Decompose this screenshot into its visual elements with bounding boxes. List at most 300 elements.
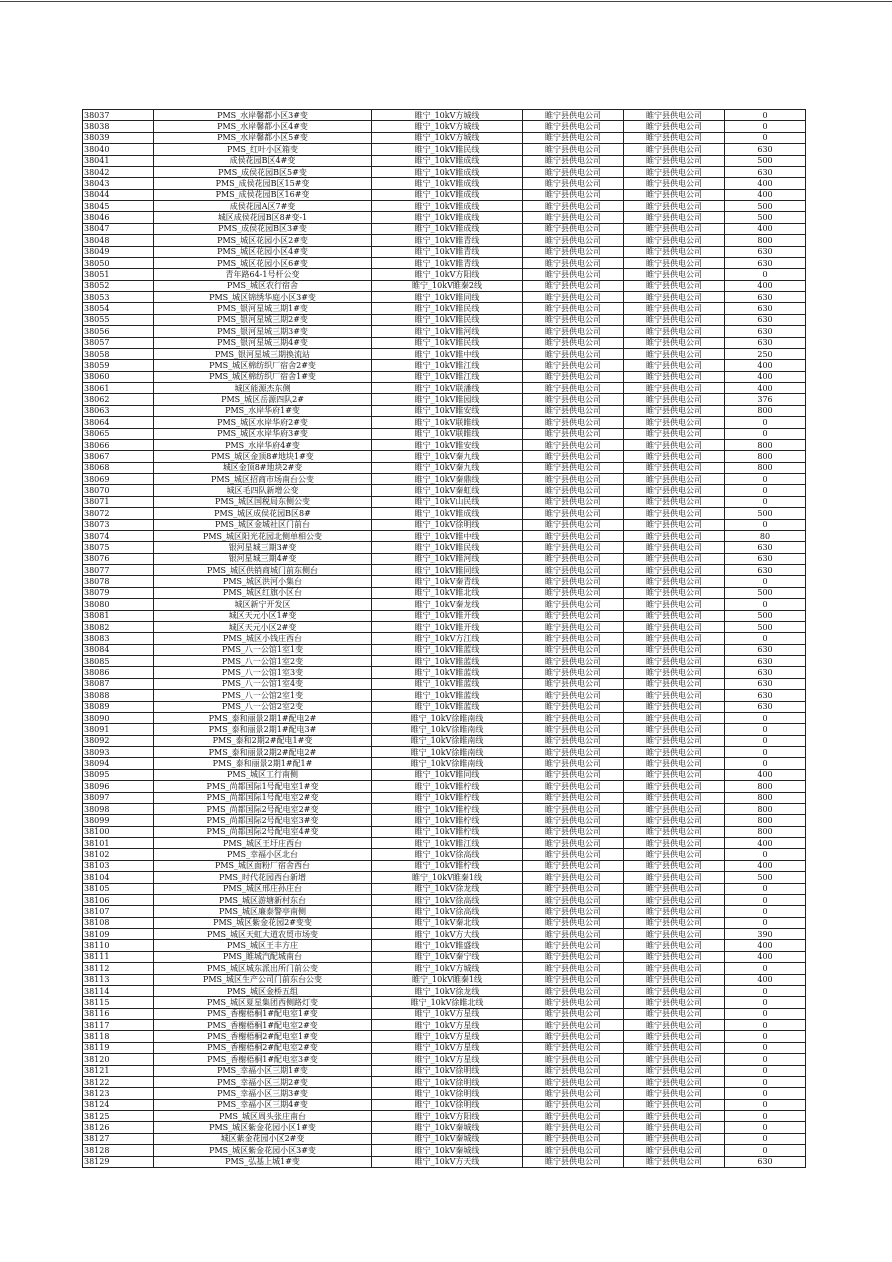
capacity-cell: 400 [725, 838, 806, 849]
table-row [83, 872, 806, 883]
capacity-cell: 800 [725, 439, 806, 450]
owner-company-cell: 睢宁县供电公司 [624, 690, 725, 701]
station-name-cell: PMS_城区洪河小集台 [154, 576, 372, 587]
feeder-line-cell: 睢宁_10kV秦鼎线 [372, 474, 523, 485]
row-id-cell: 38089 [83, 701, 154, 712]
row-id-cell: 38098 [83, 803, 154, 814]
capacity-cell: 630 [725, 314, 806, 325]
feeder-line-cell: 睢宁_10kV秦龙线 [372, 599, 523, 610]
capacity-cell: 400 [725, 280, 806, 291]
feeder-line-cell: 睢宁_10kV联睢线 [372, 428, 523, 439]
company-cell: 睢宁县供电公司 [523, 758, 624, 769]
owner-company-cell: 睢宁县供电公司 [624, 462, 725, 473]
company-cell: 睢宁县供电公司 [523, 132, 624, 143]
row-id-cell: 38105 [83, 883, 154, 894]
station-name-cell: PMS_幸福小区北台 [154, 849, 372, 860]
row-id-cell: 38124 [83, 1099, 154, 1110]
feeder-line-cell: 睢宁_10kV睢柠线 [372, 815, 523, 826]
owner-company-cell: 睢宁县供电公司 [624, 348, 725, 359]
feeder-line-cell: 睢宁_10kV睢成线 [372, 189, 523, 200]
table-row [83, 883, 806, 894]
station-name-cell: PMS_城区农行宿舍 [154, 280, 372, 291]
capacity-cell: 0 [725, 110, 806, 121]
feeder-line-cell: 睢宁_10kV睢成线 [372, 201, 523, 212]
table-body [83, 110, 806, 1168]
table-row [83, 565, 806, 576]
owner-company-cell: 睢宁县供电公司 [624, 189, 725, 200]
capacity-cell: 0 [725, 1133, 806, 1144]
station-name-cell: PMS_幸福小区三期2#变 [154, 1076, 372, 1087]
station-name-cell: PMS_尚都国际2号配电室2#变 [154, 803, 372, 814]
owner-company-cell: 睢宁县供电公司 [624, 246, 725, 257]
capacity-cell: 800 [725, 815, 806, 826]
company-cell: 睢宁县供电公司 [523, 849, 624, 860]
company-cell: 睢宁县供电公司 [523, 963, 624, 974]
row-id-cell: 38083 [83, 633, 154, 644]
feeder-line-cell: 睢宁_10kV秦城线 [372, 1133, 523, 1144]
table-row [83, 644, 806, 655]
capacity-cell: 0 [725, 758, 806, 769]
table-row [83, 929, 806, 940]
company-cell: 睢宁县供电公司 [523, 1088, 624, 1099]
row-id-cell: 38097 [83, 792, 154, 803]
table-row [83, 769, 806, 780]
row-id-cell: 38087 [83, 678, 154, 689]
owner-company-cell: 睢宁县供电公司 [624, 644, 725, 655]
feeder-line-cell: 睢宁_10kV方城线 [372, 132, 523, 143]
capacity-cell: 0 [725, 1076, 806, 1087]
company-cell: 睢宁县供电公司 [523, 781, 624, 792]
table-row [83, 849, 806, 860]
table-row [83, 553, 806, 564]
owner-company-cell: 睢宁县供电公司 [624, 781, 725, 792]
feeder-line-cell: 睢宁_10kV徐睢南线 [372, 724, 523, 735]
station-name-cell: PMS_八一公馆1室1变 [154, 644, 372, 655]
owner-company-cell: 睢宁县供电公司 [624, 496, 725, 507]
feeder-line-cell: 睢宁_10kV睢秦1线 [372, 974, 523, 985]
table-row [83, 314, 806, 325]
feeder-line-cell: 睢宁_10kV徐明线 [372, 1088, 523, 1099]
capacity-cell: 0 [725, 1122, 806, 1133]
row-id-cell: 38049 [83, 246, 154, 257]
table-row [83, 1145, 806, 1156]
owner-company-cell: 睢宁县供电公司 [624, 1076, 725, 1087]
row-id-cell: 38127 [83, 1133, 154, 1144]
owner-company-cell: 睢宁县供电公司 [624, 997, 725, 1008]
owner-company-cell: 睢宁县供电公司 [624, 519, 725, 530]
row-id-cell: 38069 [83, 474, 154, 485]
row-id-cell: 38039 [83, 132, 154, 143]
row-id-cell: 38059 [83, 360, 154, 371]
owner-company-cell: 睢宁县供电公司 [624, 132, 725, 143]
station-name-cell: PMS_城区紫金花园2#变变 [154, 917, 372, 928]
station-name-cell: PMS_银河星城三期4#变 [154, 337, 372, 348]
row-id-cell: 38118 [83, 1031, 154, 1042]
table-row [83, 326, 806, 337]
row-id-cell: 38045 [83, 201, 154, 212]
owner-company-cell: 睢宁县供电公司 [624, 405, 725, 416]
station-name-cell: PMS_城区天虹大道农贸市场变 [154, 929, 372, 940]
company-cell: 睢宁县供电公司 [523, 201, 624, 212]
table-row [83, 530, 806, 541]
station-name-cell: 城区紫金花园小区2#变 [154, 1133, 372, 1144]
company-cell: 睢宁县供电公司 [523, 724, 624, 735]
capacity-cell: 800 [725, 792, 806, 803]
owner-company-cell: 睢宁县供电公司 [624, 394, 725, 405]
row-id-cell: 38099 [83, 815, 154, 826]
feeder-line-cell: 睢宁_10kV徐高线 [372, 894, 523, 905]
row-id-cell: 38062 [83, 394, 154, 405]
feeder-line-cell: 睢宁_10kV徐睢南线 [372, 758, 523, 769]
owner-company-cell: 睢宁县供电公司 [624, 1122, 725, 1133]
owner-company-cell: 睢宁县供电公司 [624, 360, 725, 371]
company-cell: 睢宁县供电公司 [523, 303, 624, 314]
owner-company-cell: 睢宁县供电公司 [624, 621, 725, 632]
row-id-cell: 38056 [83, 326, 154, 337]
capacity-cell: 0 [725, 428, 806, 439]
station-name-cell: PMS_泰和丽景2期1#配电2# [154, 712, 372, 723]
station-name-cell: PMS_幸福小区三期3#变 [154, 1088, 372, 1099]
feeder-line-cell: 睢宁_10kV睢成线 [372, 178, 523, 189]
feeder-line-cell: 睢宁_10kV秦北线 [372, 917, 523, 928]
row-id-cell: 38079 [83, 587, 154, 598]
table-row [83, 519, 806, 530]
owner-company-cell: 睢宁县供电公司 [624, 110, 725, 121]
owner-company-cell: 睢宁县供电公司 [624, 576, 725, 587]
company-cell: 睢宁县供电公司 [523, 735, 624, 746]
table-row [83, 963, 806, 974]
feeder-line-cell: 睢宁_10kV睢园线 [372, 394, 523, 405]
feeder-line-cell: 睢宁_10kV徐明线 [372, 1076, 523, 1087]
owner-company-cell: 睢宁县供电公司 [624, 872, 725, 883]
owner-company-cell: 睢宁县供电公司 [624, 667, 725, 678]
capacity-cell: 0 [725, 1088, 806, 1099]
owner-company-cell: 睢宁县供电公司 [624, 223, 725, 234]
company-cell: 睢宁县供电公司 [523, 565, 624, 576]
feeder-line-cell: 睢宁_10kV睢民线 [372, 144, 523, 155]
feeder-line-cell: 睢宁_10kV徐龙线 [372, 883, 523, 894]
station-name-cell: PMS_城区国税局东侧公变 [154, 496, 372, 507]
station-name-cell: PMS_香榭梧桐2#配电室2#变 [154, 1042, 372, 1053]
table-row [83, 235, 806, 246]
owner-company-cell: 睢宁县供电公司 [624, 201, 725, 212]
station-name-cell: PMS_弘基上城1#变 [154, 1156, 372, 1167]
table-row [83, 610, 806, 621]
company-cell: 睢宁县供电公司 [523, 1122, 624, 1133]
owner-company-cell: 睢宁县供电公司 [624, 1020, 725, 1031]
capacity-cell: 0 [725, 1031, 806, 1042]
feeder-line-cell: 睢宁_10kV方城线 [372, 110, 523, 121]
row-id-cell: 38104 [83, 872, 154, 883]
company-cell: 睢宁县供电公司 [523, 633, 624, 644]
station-name-cell: PMS_水岸馨都小区3#变 [154, 110, 372, 121]
capacity-cell: 500 [725, 610, 806, 621]
owner-company-cell: 睢宁县供电公司 [624, 337, 725, 348]
table-row [83, 781, 806, 792]
table-row [83, 826, 806, 837]
feeder-line-cell: 睢宁_10kV睢成线 [372, 212, 523, 223]
table-row [83, 1031, 806, 1042]
feeder-line-cell: 睢宁_10kV睢民线 [372, 337, 523, 348]
company-cell: 睢宁县供电公司 [523, 462, 624, 473]
table-row [83, 1065, 806, 1076]
owner-company-cell: 睢宁县供电公司 [624, 883, 725, 894]
table-row [83, 394, 806, 405]
feeder-line-cell: 睢宁_10kV秦城线 [372, 1122, 523, 1133]
station-name-cell: PMS_银河星城三期1#变 [154, 303, 372, 314]
company-cell: 睢宁县供电公司 [523, 906, 624, 917]
station-name-cell: 城区新宁开发区 [154, 599, 372, 610]
capacity-cell: 0 [725, 474, 806, 485]
owner-company-cell: 睢宁县供电公司 [624, 1031, 725, 1042]
owner-company-cell: 睢宁县供电公司 [624, 701, 725, 712]
row-id-cell: 38086 [83, 667, 154, 678]
row-id-cell: 38121 [83, 1065, 154, 1076]
row-id-cell: 38068 [83, 462, 154, 473]
company-cell: 睢宁县供电公司 [523, 644, 624, 655]
capacity-cell: 800 [725, 781, 806, 792]
capacity-cell: 0 [725, 417, 806, 428]
station-name-cell: PMS_城区金城社区门前台 [154, 519, 372, 530]
station-name-cell: PMS_城区小钱庄西台 [154, 633, 372, 644]
table-row [83, 132, 806, 143]
owner-company-cell: 睢宁县供电公司 [624, 815, 725, 826]
feeder-line-cell: 睢宁_10kV徐睢南线 [372, 712, 523, 723]
company-cell: 睢宁县供电公司 [523, 257, 624, 268]
capacity-cell: 0 [725, 485, 806, 496]
owner-company-cell: 睢宁县供电公司 [624, 678, 725, 689]
company-cell: 睢宁县供电公司 [523, 1054, 624, 1065]
row-id-cell: 38093 [83, 747, 154, 758]
row-id-cell: 38122 [83, 1076, 154, 1087]
table-row [83, 212, 806, 223]
company-cell: 睢宁县供电公司 [523, 940, 624, 951]
capacity-cell: 0 [725, 1065, 806, 1076]
company-cell: 睢宁县供电公司 [523, 815, 624, 826]
capacity-cell: 800 [725, 235, 806, 246]
station-name-cell: PMS_水岸华府4#变 [154, 439, 372, 450]
company-cell: 睢宁县供电公司 [523, 1031, 624, 1042]
row-id-cell: 38110 [83, 940, 154, 951]
owner-company-cell: 睢宁县供电公司 [624, 1145, 725, 1156]
company-cell: 睢宁县供电公司 [523, 553, 624, 564]
station-name-cell: PMS_城区水岸华府3#变 [154, 428, 372, 439]
table-row [83, 280, 806, 291]
company-cell: 睢宁县供电公司 [523, 576, 624, 587]
feeder-line-cell: 睢宁_10kV联潘线 [372, 383, 523, 394]
feeder-line-cell: 睢宁_10kV睢蓝线 [372, 678, 523, 689]
capacity-cell: 0 [725, 599, 806, 610]
capacity-cell: 630 [725, 246, 806, 257]
capacity-cell: 376 [725, 394, 806, 405]
feeder-line-cell: 睢宁_10kV联睢线 [372, 417, 523, 428]
table-row [83, 667, 806, 678]
capacity-cell: 400 [725, 940, 806, 951]
owner-company-cell: 睢宁县供电公司 [624, 1156, 725, 1167]
capacity-cell: 0 [725, 747, 806, 758]
row-id-cell: 38120 [83, 1054, 154, 1065]
station-name-cell: 城区天元小区2#变 [154, 621, 372, 632]
station-name-cell: PMS_睢城汽配城南台 [154, 951, 372, 962]
company-cell: 睢宁县供电公司 [523, 1145, 624, 1156]
feeder-line-cell: 睢宁_10kV秦城线 [372, 1145, 523, 1156]
company-cell: 睢宁县供电公司 [523, 223, 624, 234]
capacity-cell: 630 [725, 144, 806, 155]
owner-company-cell: 睢宁县供电公司 [624, 383, 725, 394]
table-row [83, 747, 806, 758]
owner-company-cell: 睢宁县供电公司 [624, 906, 725, 917]
station-name-cell: PMS_城区成侯花园B区8# [154, 508, 372, 519]
capacity-cell: 0 [725, 121, 806, 132]
table-row [83, 599, 806, 610]
row-id-cell: 38065 [83, 428, 154, 439]
company-cell: 睢宁县供电公司 [523, 599, 624, 610]
station-name-cell: 银河星城三期3#变 [154, 542, 372, 553]
feeder-line-cell: 睢宁_10kV徐睢南线 [372, 735, 523, 746]
owner-company-cell: 睢宁县供电公司 [624, 610, 725, 621]
capacity-cell: 390 [725, 929, 806, 940]
row-id-cell: 38063 [83, 405, 154, 416]
row-id-cell: 38054 [83, 303, 154, 314]
station-name-cell: PMS_泰和2期2#配电1#变 [154, 735, 372, 746]
owner-company-cell: 睢宁县供电公司 [624, 1111, 725, 1122]
station-name-cell: PMS_八一公馆2室1变 [154, 690, 372, 701]
station-name-cell: PMS_水岸馨都小区4#变 [154, 121, 372, 132]
capacity-cell: 0 [725, 132, 806, 143]
feeder-line-cell: 睢宁_10kV睢青线 [372, 235, 523, 246]
table-row [83, 360, 806, 371]
owner-company-cell: 睢宁县供电公司 [624, 940, 725, 951]
table-row [83, 383, 806, 394]
feeder-line-cell: 睢宁_10kV徐高线 [372, 906, 523, 917]
station-name-cell: PMS_城区城东派出所门前公变 [154, 963, 372, 974]
table-row [83, 701, 806, 712]
table-row [83, 1156, 806, 1167]
feeder-line-cell: 睢宁_10kV睢民线 [372, 314, 523, 325]
row-id-cell: 38044 [83, 189, 154, 200]
owner-company-cell: 睢宁县供电公司 [624, 417, 725, 428]
station-name-cell: PMS_城区紫金花园小区3#变 [154, 1145, 372, 1156]
capacity-cell: 800 [725, 462, 806, 473]
station-name-cell: 银河星城三期4#变 [154, 553, 372, 564]
capacity-cell: 0 [725, 1020, 806, 1031]
table-row [83, 1088, 806, 1099]
station-name-cell: PMS_尚都国际2号配电室4#变 [154, 826, 372, 837]
station-name-cell: PMS_尚都国际1号配电室1#变 [154, 781, 372, 792]
row-id-cell: 38125 [83, 1111, 154, 1122]
feeder-line-cell: 睢宁_10kV睢蓝线 [372, 690, 523, 701]
table-row [83, 1042, 806, 1053]
station-name-cell: PMS_城区王丰方庄 [154, 940, 372, 951]
feeder-line-cell: 睢宁_10kV睢开线 [372, 610, 523, 621]
feeder-line-cell: 睢宁_10kV睢开线 [372, 621, 523, 632]
table-row [83, 348, 806, 359]
capacity-cell: 0 [725, 269, 806, 280]
table-row [83, 792, 806, 803]
table-row [83, 496, 806, 507]
capacity-cell: 500 [725, 872, 806, 883]
table-row [83, 1099, 806, 1110]
feeder-line-cell: 睢宁_10kV睢柠线 [372, 860, 523, 871]
capacity-cell: 500 [725, 587, 806, 598]
company-cell: 睢宁县供电公司 [523, 985, 624, 996]
owner-company-cell: 睢宁县供电公司 [624, 303, 725, 314]
owner-company-cell: 睢宁县供电公司 [624, 712, 725, 723]
data-table [82, 109, 806, 1168]
company-cell: 睢宁县供电公司 [523, 110, 624, 121]
row-id-cell: 38111 [83, 951, 154, 962]
row-id-cell: 38047 [83, 223, 154, 234]
company-cell: 睢宁县供电公司 [523, 246, 624, 257]
row-id-cell: 38042 [83, 166, 154, 177]
table-row [83, 371, 806, 382]
row-id-cell: 38108 [83, 917, 154, 928]
feeder-line-cell: 睢宁_10kV睢成线 [372, 508, 523, 519]
company-cell: 睢宁县供电公司 [523, 1020, 624, 1031]
feeder-line-cell: 睢宁_10kV睢同线 [372, 565, 523, 576]
station-name-cell: PMS_成侯花园B区3#变 [154, 223, 372, 234]
company-cell: 睢宁县供电公司 [523, 690, 624, 701]
feeder-line-cell: 睢宁_10kV徐高线 [372, 849, 523, 860]
feeder-line-cell: 睢宁_10kV睢青线 [372, 246, 523, 257]
feeder-line-cell: 睢宁_10kV睢中线 [372, 348, 523, 359]
feeder-line-cell: 睢宁_10kV方大线 [372, 929, 523, 940]
feeder-line-cell: 睢宁_10kV睢民线 [372, 303, 523, 314]
company-cell: 睢宁县供电公司 [523, 121, 624, 132]
row-id-cell: 38115 [83, 997, 154, 1008]
table-row [83, 621, 806, 632]
table-row [83, 974, 806, 985]
company-cell: 睢宁县供电公司 [523, 997, 624, 1008]
company-cell: 睢宁县供电公司 [523, 542, 624, 553]
feeder-line-cell: 睢宁_10kV方星线 [372, 1042, 523, 1053]
feeder-line-cell: 睢宁_10kV睢蓝线 [372, 701, 523, 712]
company-cell: 睢宁县供电公司 [523, 1042, 624, 1053]
feeder-line-cell: 睢宁_10kV睢柠线 [372, 803, 523, 814]
capacity-cell: 500 [725, 212, 806, 223]
capacity-cell: 400 [725, 360, 806, 371]
row-id-cell: 38051 [83, 269, 154, 280]
capacity-cell: 630 [725, 292, 806, 303]
table-row [83, 178, 806, 189]
row-id-cell: 38038 [83, 121, 154, 132]
company-cell: 睢宁县供电公司 [523, 621, 624, 632]
table-row [83, 894, 806, 905]
company-cell: 睢宁县供电公司 [523, 883, 624, 894]
station-name-cell: PMS_城区招商市场南台公变 [154, 474, 372, 485]
owner-company-cell: 睢宁县供电公司 [624, 724, 725, 735]
row-id-cell: 38112 [83, 963, 154, 974]
station-name-cell: PMS_八一公馆1室4变 [154, 678, 372, 689]
company-cell: 睢宁县供电公司 [523, 769, 624, 780]
station-name-cell: PMS_城区王圩庄西台 [154, 838, 372, 849]
table-row [83, 1133, 806, 1144]
owner-company-cell: 睢宁县供电公司 [624, 565, 725, 576]
capacity-cell: 630 [725, 644, 806, 655]
owner-company-cell: 睢宁县供电公司 [624, 599, 725, 610]
row-id-cell: 38102 [83, 849, 154, 860]
owner-company-cell: 睢宁县供电公司 [624, 314, 725, 325]
capacity-cell: 400 [725, 769, 806, 780]
capacity-cell: 630 [725, 690, 806, 701]
row-id-cell: 38091 [83, 724, 154, 735]
table-row [83, 985, 806, 996]
capacity-cell: 0 [725, 735, 806, 746]
row-id-cell: 38060 [83, 371, 154, 382]
capacity-cell: 80 [725, 530, 806, 541]
table-row [83, 906, 806, 917]
row-id-cell: 38092 [83, 735, 154, 746]
